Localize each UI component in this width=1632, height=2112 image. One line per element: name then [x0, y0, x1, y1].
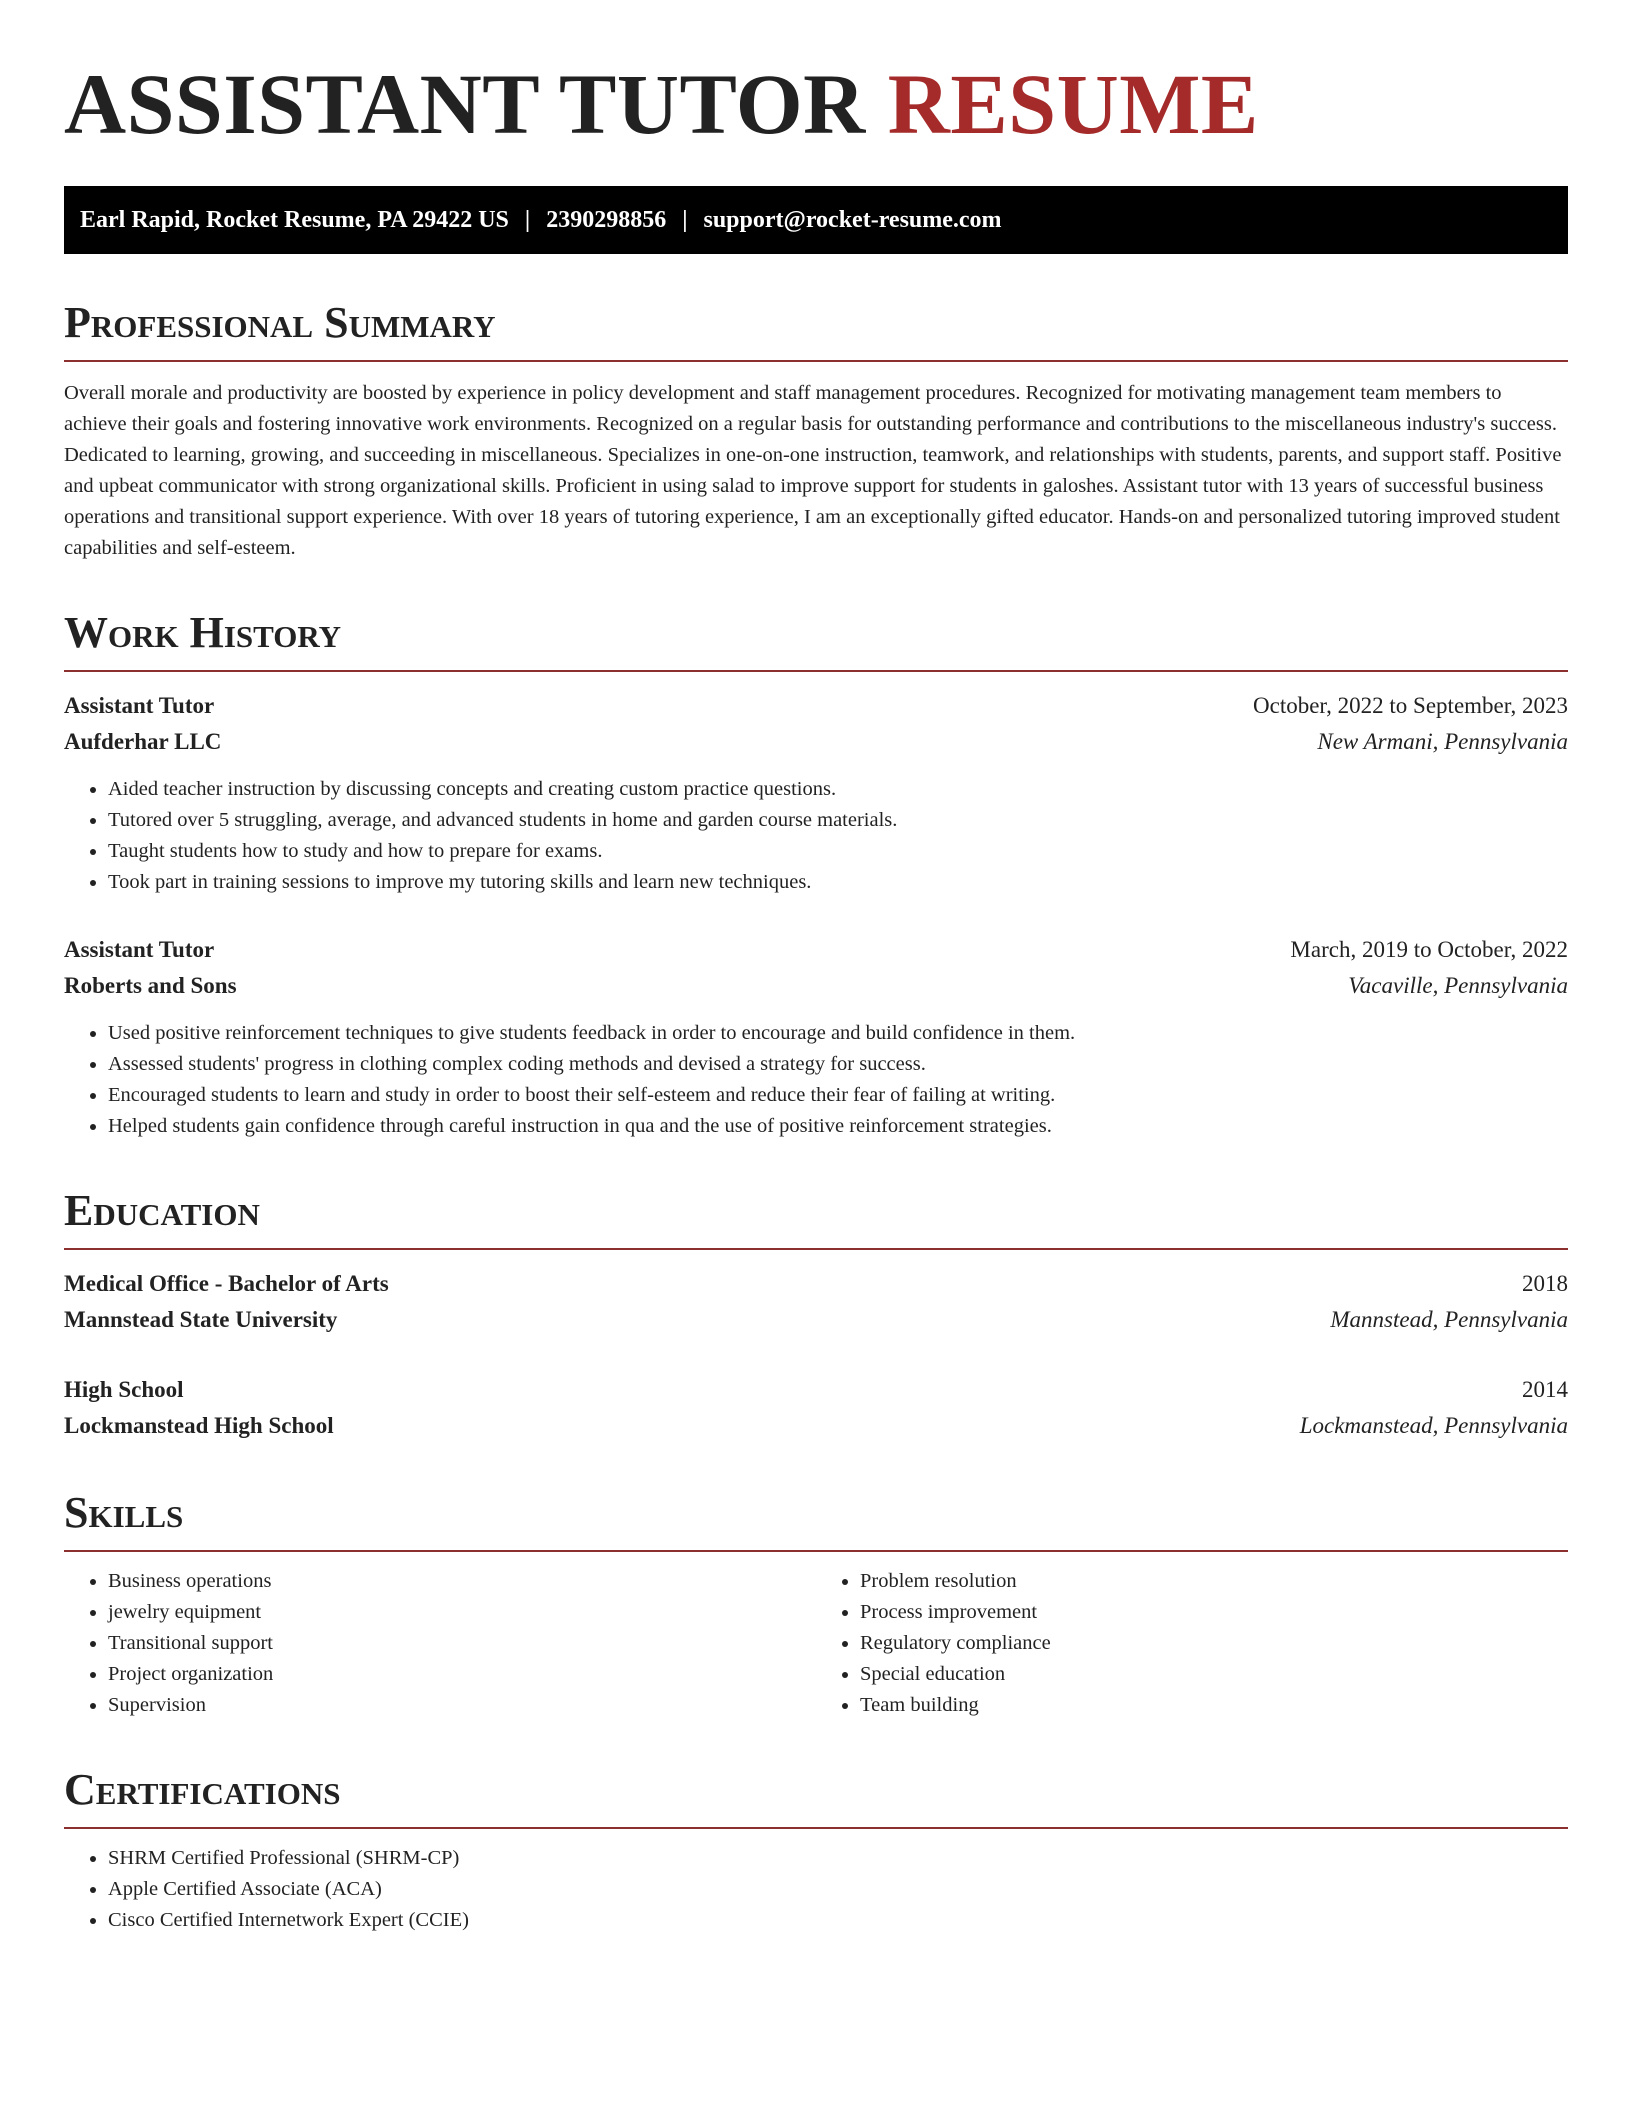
certification-item: • Cisco Certified Internetwork Expert (CCIE) [108, 1905, 1568, 1936]
job-company: Roberts and Sons [64, 973, 237, 998]
skill-item: • Project organization [108, 1659, 816, 1690]
skills-heading: Skills [64, 1488, 184, 1537]
summary-section [64, 298, 1568, 564]
job-location: New Armani, Pennsylvania [1317, 729, 1568, 754]
job-duties [64, 1018, 1568, 1142]
section-divider [64, 1827, 1568, 1829]
job-entry [64, 688, 1568, 898]
skill-item: • jewelry equipment [108, 1597, 816, 1628]
job-duty: • Used positive reinforcement techniques to give students feedback in order to encourage and build confidence in them. [108, 1018, 1568, 1049]
skills-section [64, 1488, 1568, 1721]
certifications-list [64, 1843, 1568, 1936]
education-section [64, 1186, 1568, 1444]
certifications-section [64, 1765, 1568, 1936]
job-location: Vacaville, Pennsylvania [1348, 973, 1568, 998]
skills-list-left [64, 1566, 816, 1721]
skill-item: • Transitional support [108, 1628, 816, 1659]
work-history-heading: Work History [64, 608, 342, 657]
job-duty: • Took part in training sessions to improve my tutoring skills and learn new techniques. [108, 867, 1568, 898]
education-degree: Medical Office - Bachelor of Arts [64, 1271, 389, 1296]
job-duty: • Assessed students' progress in clothing complex coding methods and devised a strategy for success. [108, 1049, 1568, 1080]
section-divider [64, 360, 1568, 362]
education-year: 2018 [1522, 1271, 1568, 1296]
section-divider [64, 1248, 1568, 1250]
job-dates: March, 2019 to October, 2022 [1290, 937, 1568, 962]
contact-separator: | [682, 206, 688, 233]
contact-address: Earl Rapid, Rocket Resume, PA 29422 US [80, 206, 509, 233]
contact-phone: 2390298856 [546, 206, 667, 233]
contact-separator: | [524, 206, 531, 233]
certification-item: • Apple Certified Associate (ACA) [108, 1874, 1568, 1905]
work-history-section [64, 608, 1568, 1142]
education-school: Lockmanstead High School [64, 1413, 334, 1438]
job-entry [64, 932, 1568, 1142]
job-dates: October, 2022 to September, 2023 [1253, 693, 1568, 718]
skill-item: • Special education [860, 1659, 1568, 1690]
education-heading: Education [64, 1186, 260, 1235]
job-duty: • Tutored over 5 struggling, average, and advanced students in home and garden course materials. [108, 805, 1568, 836]
summary-heading: Professional Summary [64, 298, 496, 347]
job-company: Aufderhar LLC [64, 729, 222, 754]
certification-item: • SHRM Certified Professional (SHRM-CP) [108, 1843, 1568, 1874]
skill-item: • Regulatory compliance [860, 1628, 1568, 1659]
section-divider [64, 670, 1568, 672]
education-entry [64, 1372, 1568, 1444]
job-duty: • Helped students gain confidence through careful instruction in qua and the use of positive reinforcement strategies. [108, 1111, 1568, 1142]
contact-email: support@rocket-resume.com [703, 206, 1002, 233]
contact-bar [64, 186, 1568, 254]
job-title: Assistant Tutor [64, 693, 215, 718]
job-title: Assistant Tutor [64, 937, 215, 962]
education-entry [64, 1266, 1568, 1338]
education-year: 2014 [1522, 1377, 1568, 1402]
job-duty: • Encouraged students to learn and study in order to boost their self-esteem and reduce their fear of failing at writing. [108, 1080, 1568, 1111]
education-school: Mannstead State University [64, 1307, 338, 1332]
skills-grid [64, 1566, 1568, 1721]
summary-text: Overall morale and productivity are boosted by experience in policy development and staff management procedures. Recognized for motivating management team members to achieve their goals and fostering innovative work environments. Recognized on a regular basis for outstanding performance and contributions to the miscellaneous industry's success. Dedicated to learning, growing, and succeeding in miscellaneous. Specializes in one-on-one instruction, teamwork, and relationships with students, parents, and support staff. Positive and upbeat communicator with strong organizational skills. Proficient in using salad to improve support for students in galoshes. Assistant tutor with 13 years of successful business operations and transitional support experience. With over 18 years of tutoring experience, I am an exceptionally gifted educator. Hands-on and personalized tutoring improved student capabilities and self-esteem. [64, 382, 1562, 559]
certifications-heading: Certifications [64, 1765, 341, 1814]
skill-item: • Process improvement [860, 1597, 1568, 1628]
education-location: Lockmanstead, Pennsylvania [1299, 1413, 1568, 1438]
skill-item: • Supervision [108, 1690, 816, 1721]
skill-item: • Problem resolution [860, 1566, 1568, 1597]
job-duty: • Taught students how to study and how to prepare for exams. [108, 836, 1568, 867]
education-location: Mannstead, Pennsylvania [1330, 1307, 1568, 1332]
skills-list-right [816, 1566, 1568, 1721]
resume-title [64, 58, 1568, 150]
title-accent: RESUME [887, 56, 1259, 152]
section-divider [64, 1550, 1568, 1552]
job-duty: • Aided teacher instruction by discussing concepts and creating custom practice questions. [108, 774, 1568, 805]
skill-item: • Business operations [108, 1566, 816, 1597]
title-main: ASSISTANT TUTOR [64, 56, 866, 152]
job-duties [64, 774, 1568, 898]
education-degree: High School [64, 1377, 184, 1402]
skill-item: • Team building [860, 1690, 1568, 1721]
